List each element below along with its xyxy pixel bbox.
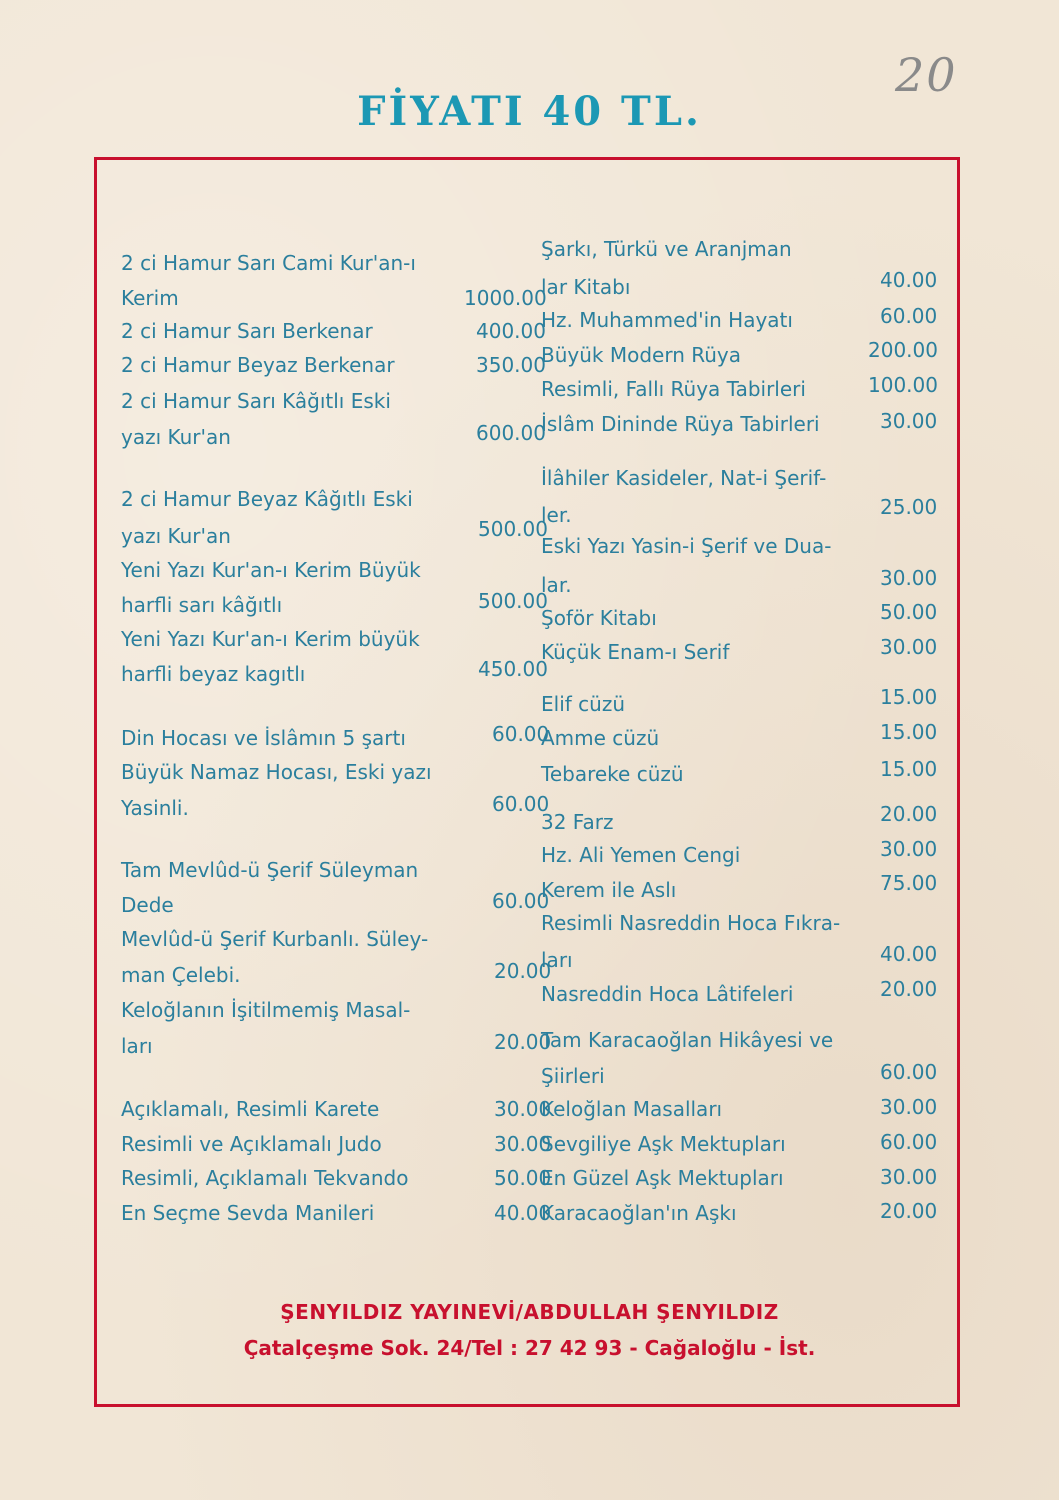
list-item-name: 2 ci Hamur Sarı Berkenar [121, 319, 373, 343]
list-item-price: 30.00 [880, 837, 938, 861]
list-item-price: 40.00 [880, 942, 938, 966]
list-item-price: 60.00 [880, 304, 938, 328]
list-item-price: 50.00 [494, 1166, 552, 1190]
publisher-address: Çatalçeşme Sok. 24/Tel : 27 42 93 - Cağaloğlu - İst. [243, 1336, 816, 1360]
list-item-name: En Güzel Aşk Mektupları [541, 1166, 784, 1190]
list-item-price: 30.00 [880, 1095, 938, 1119]
list-item-name: Kerem ile Aslı [541, 878, 677, 902]
list-item-price: 450.00 [478, 657, 548, 681]
list-item-name: Resimli, Fallı Rüya Tabirleri [541, 377, 806, 401]
list-item-price: 30.00 [880, 635, 938, 659]
list-item-name-cont: Dede [121, 893, 174, 917]
list-item-price: 60.00 [492, 792, 550, 816]
list-item-name: Keloğlanın İşitilmemiş Masal- [121, 998, 411, 1022]
list-item-price: 30.00 [880, 1165, 938, 1189]
list-item-price: 30.00 [880, 409, 938, 433]
list-item-name: 32 Farz [541, 810, 614, 834]
list-item-price: 15.00 [880, 685, 938, 709]
list-item-price: 200.00 [868, 338, 938, 362]
list-item-name: En Seçme Sevda Manileri [121, 1201, 375, 1225]
list-item-name: Tam Mevlûd-ü Şerif Süleyman [121, 858, 419, 882]
list-item-price: 40.00 [880, 268, 938, 292]
publisher-name: ŞENYILDIZ YAYINEVİ/ABDULLAH ŞENYILDIZ [280, 1300, 779, 1324]
list-item-name: Yeni Yazı Kur'an-ı Kerim Büyük [121, 558, 421, 582]
list-item-name-cont: harfli sarı kâğıtlı [121, 593, 283, 617]
list-item-price: 15.00 [880, 757, 938, 781]
list-item-price: 60.00 [880, 1060, 938, 1084]
list-item-name: Resimli, Açıklamalı Tekvando [121, 1166, 409, 1190]
list-item-name: Keloğlan Masalları [541, 1097, 723, 1121]
list-item-name: 2 ci Hamur Sarı Kâğıtlı Eski [121, 389, 391, 413]
list-item-price: 1000.00 [464, 286, 547, 310]
list-item-name-cont: ları [121, 1034, 153, 1058]
list-item-name-cont: ler. [541, 503, 572, 527]
list-item-name: Resimli Nasreddin Hoca Fıkra- [541, 911, 841, 935]
list-item-name-cont: man Çelebi. [121, 963, 241, 987]
list-item-name-cont: yazı Kur'an [121, 524, 231, 548]
list-item-price: 100.00 [868, 373, 938, 397]
list-item-name: Sevgiliye Aşk Mektupları [541, 1132, 786, 1156]
list-item-price: 60.00 [492, 889, 550, 913]
list-item-price: 20.00 [880, 1199, 938, 1223]
list-item-name: Nasreddin Hoca Lâtifeleri [541, 982, 794, 1006]
list-item-name: Resimli ve Açıklamalı Judo [121, 1132, 382, 1156]
list-item-price: 15.00 [880, 720, 938, 744]
list-item-price: 30.00 [880, 566, 938, 590]
list-item-name: Tam Karacaoğlan Hikâyesi ve [541, 1028, 834, 1052]
list-item-price: 500.00 [478, 589, 548, 613]
list-item-name: Din Hocası ve İslâmın 5 şartı [121, 726, 406, 750]
list-item-price: 20.00 [880, 977, 938, 1001]
handwritten-page-number: 20 [895, 48, 958, 102]
list-item-price: 25.00 [880, 495, 938, 519]
list-item-price: 60.00 [492, 722, 550, 746]
list-item-price: 600.00 [476, 421, 546, 445]
list-item-name: Hz. Muhammed'in Hayatı [541, 308, 793, 332]
list-item-price: 30.00 [494, 1132, 552, 1156]
list-item-name: Karacaoğlan'ın Aşkı [541, 1201, 737, 1225]
list-item-name: Amme cüzü [541, 726, 660, 750]
list-item-name-cont: harfli beyaz kagıtlı [121, 662, 306, 686]
price-title: FİYATI 40 TL. [357, 88, 702, 135]
list-item-name: Küçük Enam-ı Serif [541, 640, 730, 664]
list-item-name: Tebareke cüzü [541, 762, 684, 786]
list-item-name: 2 ci Hamur Beyaz Berkenar [121, 353, 395, 377]
list-item-name-cont: Kerim [121, 286, 179, 310]
list-item-name: Hz. Ali Yemen Cengi [541, 843, 741, 867]
list-item-name: İslâm Dininde Rüya Tabirleri [541, 412, 820, 436]
list-item-name: Eski Yazı Yasin-i Şerif ve Dua- [541, 534, 832, 558]
list-item-price: 30.00 [494, 1097, 552, 1121]
list-item-name: Yeni Yazı Kur'an-ı Kerim büyük [121, 627, 420, 651]
list-item-name-cont: lar Kitabı [541, 275, 631, 299]
list-item-price: 500.00 [478, 517, 548, 541]
list-item-price: 75.00 [880, 871, 938, 895]
list-item-name: Mevlûd-ü Şerif Kurbanlı. Süley- [121, 927, 429, 951]
list-item-name: Büyük Namaz Hocası, Eski yazı [121, 760, 432, 784]
list-item-price: 20.00 [494, 959, 552, 983]
list-item-name-cont: ları [541, 948, 573, 972]
list-item-name-cont: lar. [541, 573, 572, 597]
list-item-price: 20.00 [880, 802, 938, 826]
list-item-price: 40.00 [494, 1201, 552, 1225]
list-item-price: 350.00 [476, 353, 546, 377]
list-item-name-cont: Şiirleri [541, 1064, 605, 1088]
list-item-name: İlâhiler Kasideler, Nat-i Şerif- [541, 466, 827, 490]
list-item-name: Açıklamalı, Resimli Karete [121, 1097, 380, 1121]
list-item-name: Şarkı, Türkü ve Aranjman [541, 237, 792, 261]
list-item-name-cont: Yasinli. [121, 796, 189, 820]
list-item-price: 50.00 [880, 600, 938, 624]
list-item-name: Elif cüzü [541, 692, 625, 716]
list-item-price: 60.00 [880, 1130, 938, 1154]
list-item-name: Büyük Modern Rüya [541, 343, 742, 367]
list-item-name: Şoför Kitabı [541, 606, 657, 630]
list-item-price: 400.00 [476, 319, 546, 343]
list-item-name: 2 ci Hamur Sarı Cami Kur'an-ı [121, 251, 416, 275]
list-item-name-cont: yazı Kur'an [121, 425, 231, 449]
list-item-name: 2 ci Hamur Beyaz Kâğıtlı Eski [121, 487, 413, 511]
list-item-price: 20.00 [494, 1030, 552, 1054]
